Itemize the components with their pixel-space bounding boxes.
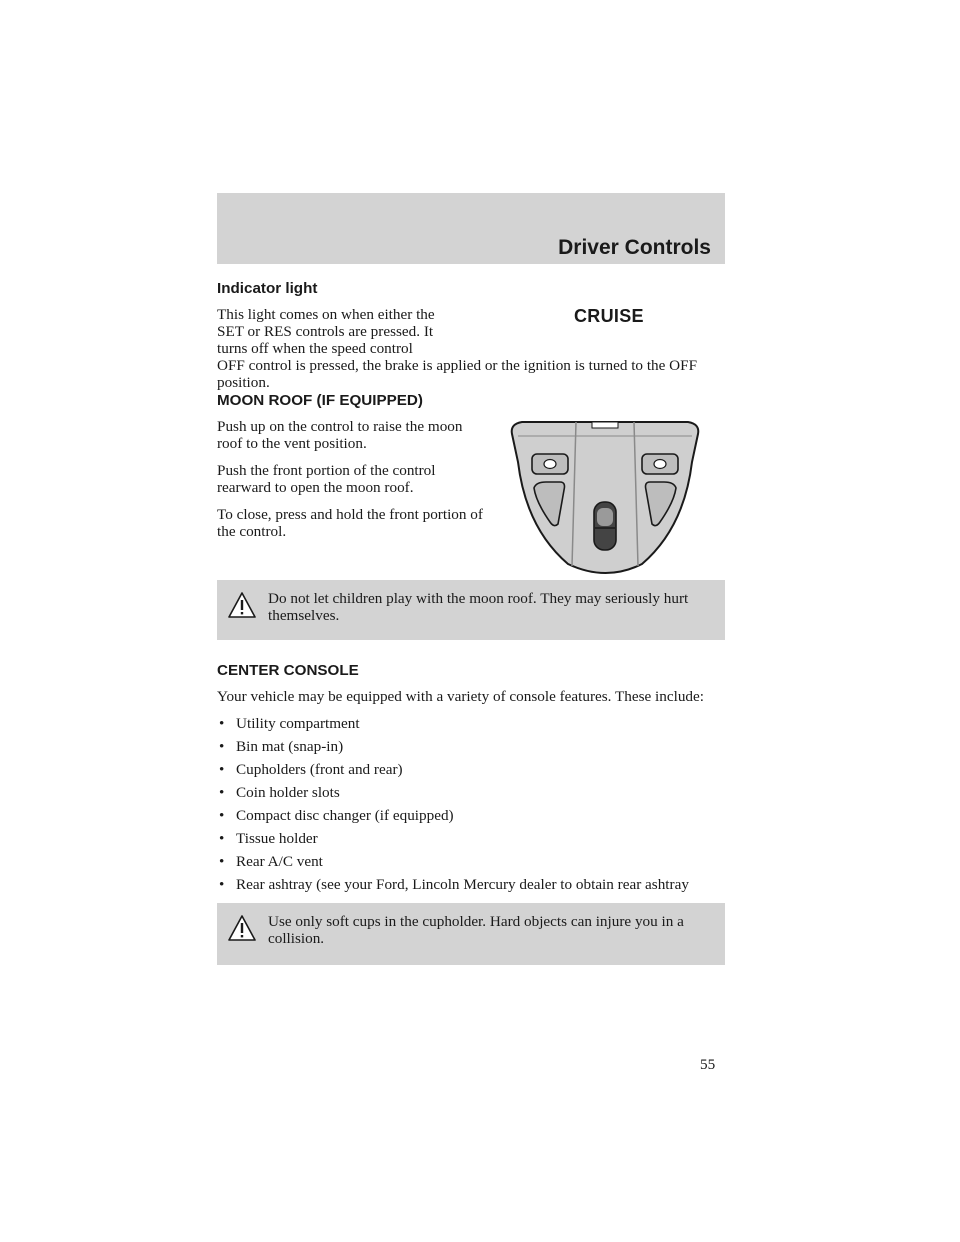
warning-box [217, 903, 725, 965]
moonroof-paragraph: Push the front portion of the control rearward to open the moon roof. [217, 462, 436, 496]
list-item: • Rear A/C vent [217, 853, 725, 870]
list-item: • Cupholders (front and rear) [217, 761, 725, 778]
list-item: • Bin mat (snap-in) [217, 738, 725, 755]
console-heading: CENTER CONSOLE [217, 662, 359, 679]
indicator-heading: Indicator light [217, 280, 318, 297]
moonroof-text [217, 418, 487, 540]
warning-triangle-icon [227, 591, 257, 619]
list-item: • Rear ashtray (see your Ford, Lincoln Mercury dealer to obtain rear ashtray [217, 876, 725, 893]
list-item: • Compact disc changer (if equipped) [217, 807, 725, 824]
section-header-band [217, 193, 725, 264]
warning-text: Do not let children play with the moon roof. They may seriously hurt themselves. [268, 590, 689, 624]
indicator-section [217, 280, 725, 391]
warning-triangle-icon [227, 914, 257, 942]
warning-text: Use only soft cups in the cupholder. Hard objects can injure you in a collision. [268, 913, 684, 947]
moonroof-heading: MOON ROOF (IF EQUIPPED) [217, 392, 423, 409]
cruise-indicator-label: CRUISE [574, 306, 644, 326]
indicator-line: This light comes on when either the [217, 306, 435, 323]
moonroof-paragraph: Push up on the control to raise the moon roof to the vent position. [217, 418, 463, 452]
moonroof-section [217, 392, 725, 562]
indicator-line: turns off when the speed control [217, 340, 413, 357]
indicator-line: SET or RES controls are pressed. It [217, 323, 434, 340]
moonroof-control-illustration [506, 416, 704, 580]
moonroof-paragraph: To close, press and hold the front portion of the control. [217, 506, 483, 540]
list-item: • Utility compartment [217, 715, 725, 732]
page-number: 55 [700, 1056, 716, 1073]
console-section [217, 662, 725, 893]
page-content [217, 280, 725, 965]
list-item: • Coin holder slots [217, 784, 725, 801]
warning-box [217, 580, 725, 640]
console-feature-list [217, 715, 725, 893]
section-title: Driver Controls [558, 236, 711, 259]
console-intro: Your vehicle may be equipped with a variety of console features. These include: [217, 688, 704, 705]
list-item: • Tissue holder [217, 830, 725, 847]
indicator-text-full: OFF control is pressed, the brake is applied or the ignition is turned to the OFF position. [217, 357, 698, 391]
indicator-text [217, 306, 487, 357]
